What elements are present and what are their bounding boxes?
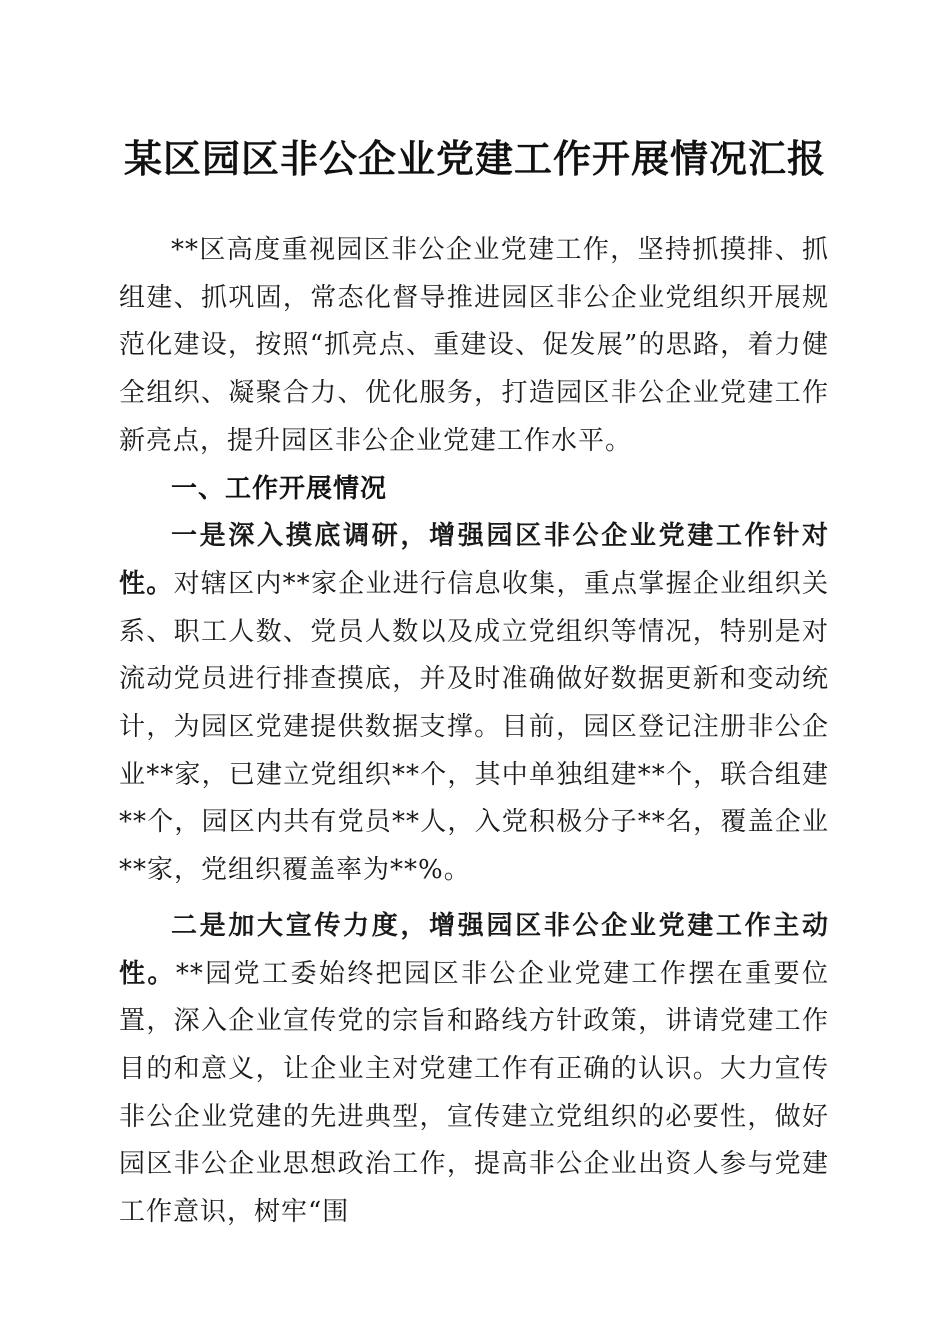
intro-paragraph: **区高度重视园区非公企业党建工作，坚持抓摸排、抓组建、抓巩固，常态化督导推进园区非公企业党组织开展规范化建设，按照“抓亮点、重建设、促发展”的思路，着力健全组织、凝聚合力、优化服务，打造园区非公企业党建工作新亮点，提升园区非公企业党建工作水平。 — [119, 235, 829, 456]
document-title: 某区园区非公企业党建工作开展情况汇报 — [123, 136, 826, 181]
paragraph-2-lead: 二是加大宣传力度，增强园区非公企业党建工作主动性。 — [119, 910, 829, 989]
document-body — [119, 227, 829, 1237]
paragraph-2 — [119, 903, 829, 1237]
paragraph-1-lead: 一是深入摸底调研，增强园区非公企业党建工作针对性。 — [119, 521, 829, 599]
paragraph-1 — [119, 513, 829, 895]
paragraph-1-body: 对辖区内**家企业进行信息收集，重点掌握企业组织关系、职工人数、党员人数以及成立党组织等情况，特别是对流动党员进行排查摸底，并及时准确做好数据更新和变动统计，为园区党建提供数据支撑。目前，园区登记注册非公企业**家，已建立党组织**个，其中单独组建**个，联合组建**个，园区内共有党员**人，入党积极分子**名，覆盖企业**家，党组织覆盖率为**%。 — [119, 568, 829, 886]
section-heading: 一、工作开展情况 — [171, 473, 388, 504]
paragraph-2-body: **园党工委始终把园区非公企业党建工作摆在重要位置，深入企业宣传党的宗旨和路线方针政策，讲请党建工作目的和意义，让企业主对党建工作有正确的认识。大力宣传非公企业党建的先进典型，宣传建立党组织的必要性，做好园区非公企业思想政治工作，提高非公企业出资人参与党建工作意识，树牢“围 — [119, 958, 829, 1228]
